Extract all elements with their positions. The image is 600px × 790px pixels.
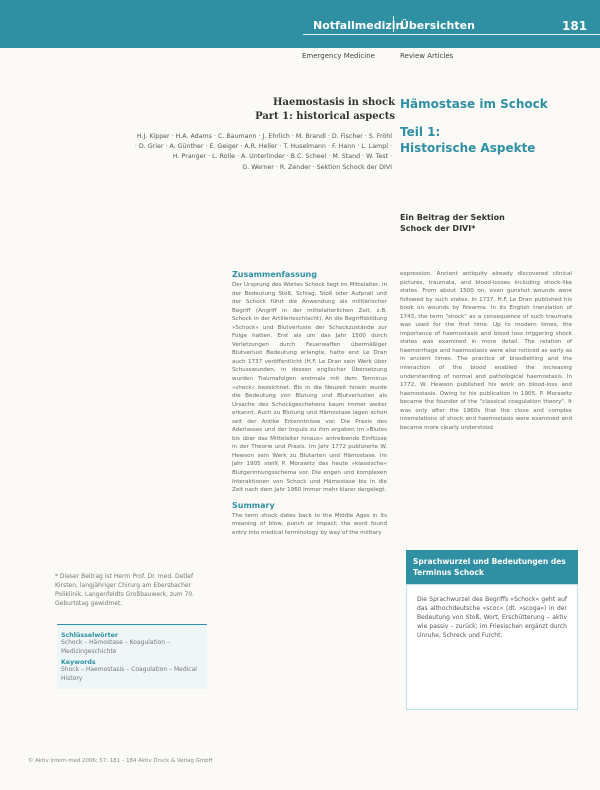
- contribution-note: [400, 212, 505, 234]
- abstract-column: [232, 270, 387, 537]
- summary-text-start: The term shock dates back to the Middle Ages in its meaning of blow, punch or impact; the word found entry into medical terminology by way of the military: [232, 512, 387, 536]
- dedication-footnote: [55, 572, 215, 608]
- author-list: [30, 132, 392, 173]
- title-german-line2: Teil 1:: [400, 125, 441, 139]
- title-english-line2: Part 1: historical aspects: [255, 111, 395, 122]
- author-line: H.J. Kipper · H.A. Adams · C. Baumann · J. Ehrlich · M. Brandl · D. Fischer · S. Fröhl: [136, 133, 392, 140]
- contribution-line1: Ein Beitrag der Sektion: [400, 213, 505, 222]
- title-german: [400, 96, 548, 156]
- summary-heading: Summary: [232, 500, 275, 510]
- schluesselwoerter-heading: Schlüsselwörter: [61, 632, 118, 639]
- section-label-notfallmedizin: Notfallmedizin: [313, 19, 404, 32]
- sidebox-heading: Sprachwurzel und Bedeutungen des Terminus Schock: [406, 550, 578, 584]
- title-german-line1: Hämostase im Schock: [400, 97, 548, 111]
- contribution-line2: Schock der DIVI*: [400, 224, 476, 233]
- author-line: · D. Grier · A. Günther · E. Geiger · A.R. Heller · T. Huselmann · F. Hann · L. Lampl ·: [134, 143, 392, 151]
- section-label-uebersichten: Übersichten: [400, 19, 475, 32]
- zusammenfassung-text: Der Ursprung des Wortes Schock liegt im Mittelalter, in der Bedeutung Stoß, Schlag, Stoß oder Aufprall und der Schock führt die Anwendung als militärischer Begriff (Angriff in der mittelalterlichen Zeit, z.B. Schock in der Artillerieschlacht). An die Begriffsbildung »Schock« und Blutverluste der Schockzustände zur Folge hatten. Erst als um das Jahr 1500 durch Verletzungen durch Feuerwaffen übermäßiger Blutverlust Bedeutung erlangte, hatte erst Le Dran auch 1737 veröffentlicht (H.F. Le Dran sein Werk über Schusswunden, in dessen englischer Übersetzung wurden Traumafolgen erstmals mit dem Terminus »shock« bezeichnet. Bis in die Neuzeit hinein wurde die Bedeutung von Blutung und Blutverlusten als Ursache des Schockgeschehens kaum immer weiter erkannt. Auch zu Blutung und Hämostase lagen schon seit der Antike Erkenntnisse vor. Die Praxis des Aderlasses und der Impuls zu ihm ergaben im »Blutes bis über das Mittelalter hinaus« antreibende Einflüsse in der Theorie und Praxis. Im Jahr 1772 publizierte W. Hewson sein Werk zu Blutarten und Hämostase. Im Jahr 1905 stellt P. Morawitz das heute »klassische« Blutgerinnungsschema vor. Die engen und komplexen Interaktionen von Schock und Hämostase bis in die Zeit nach dem Jahr 1960 immer mehr klarer dargelegt.: [232, 282, 387, 494]
- keywords-heading: Keywords: [61, 659, 96, 666]
- page-footer: © Aktiv Intern-med 2006; 57: 181 – 184 Aktiv Druck & Verlag GmbH: [28, 758, 213, 764]
- title-english-line1: Haemostasis in shock: [273, 97, 395, 108]
- footnote-text: * Dieser Beitrag ist Herrn Prof. Dr. med. Detlef Kirsten, langjähriger Chirurg am Ebersbacher Poliklinik, Langenfeldts Großbauwerk, zum 70. Geburtstag gewidmet.: [55, 573, 195, 607]
- author-line: H. Pranger · L. Rolle · A. Unterlinder · B.C. Scheel · M. Stand · W. Test ·: [172, 153, 392, 161]
- keywords-box: [57, 624, 207, 689]
- zusammenfassung-heading: Zusammenfassung: [232, 270, 317, 279]
- keywords-text: Shock – Haemostasis – Coagulation – Medical History: [61, 666, 197, 682]
- author-line: G. Werner · R. Zender · Sektion Schock der DIVI: [242, 163, 392, 171]
- header-bar: [0, 0, 600, 48]
- sidebox-body: Die Sprachwurzel des Begriffs »Schock« geht auf das althochdeutsche »scoc« (dt. »scoga«) in der Bedeutung von Stoß, Wort, Erschütterung – aktiv wie passiv – zurück; im Friesischen ergänzt durch Unruhe, Schreck und Furcht.: [406, 584, 578, 710]
- title-english: [255, 96, 395, 124]
- column-label-german: Review Articles: [400, 52, 454, 60]
- column-label-english: Emergency Medicine: [302, 52, 375, 60]
- header-rule: [303, 34, 600, 35]
- schluesselwoerter-text: Schock – Hämostase – Koagulation – Medizingeschichte: [61, 639, 170, 655]
- summary-continued: expression. Ancient antiquity already discovered clinical pictures, traumata, and blood-losses including shock-like states. From about 1500 on, even gunshot wounds were followed by such states. In 1737, H.F. Le Dran published his book on wounds by firearms. In its English translation of 1743, the term "shock" as a consequence of such traumata was used for the first time. Up to modern times, the importance of haemostasis and blood loss triggering shock states was examined in more detail. The relation of haemorrhage and haemostasis were also noticed as early as in ancient times. The practice of bloodletting and the interaction of the blood enabled the increasing understanding of normal and pathological haemostasis. In 1772, W. Hewson published his work on blood-loss and haemostasis. Owing to his publication in 1905, P. Morawitz became the founder of the "classical coagulation theory". It was only after the 1960s that the close and complex interrelations of shock and haemostasis were examined and became more clearly understood.: [400, 271, 572, 431]
- title-german-line3: Historische Aspekte: [400, 141, 536, 155]
- page-number: 181: [562, 19, 588, 33]
